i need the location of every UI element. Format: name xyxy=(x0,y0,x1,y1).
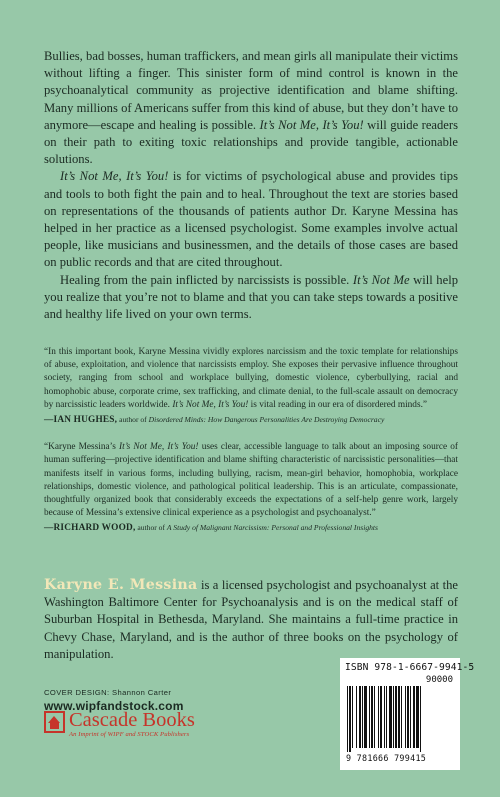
endorsement-1: “In this important book, Karyne Messina vividly explores narcissism and the toxic template for relationships of abuse, exploitation, and violence that narcissists employ. She exposes their pervasive influence throughout society, ranging from school and workplace bullying, domestic violence, cyberbullying, racial and homophobic abuse, corporate crime, sex trafficking, and climate denial, to the full-scale assault on democracy by narcissistic leaders worldwide. It’s Not Me, It’s You! is vital reading in our era of disordered minds.” —IAN HUGHES, author of Disordered Minds: How Dangerous Personalities Are Destroying Democracy xyxy=(44,346,458,427)
publisher-logo xyxy=(44,709,195,738)
endorsement-attribution: —IAN HUGHES, author of Disordered Minds: How Dangerous Personalities Are Destroying Democracy xyxy=(44,415,385,426)
isbn-barcode xyxy=(340,658,475,770)
endorsement-attribution: —RICHARD WOOD, author of A Study of Malignant Narcissism: Personal and Professional Insights xyxy=(44,523,378,534)
blurb-paragraph-2: It’s Not Me, It’s You! is for victims of psychological abuse and provides tips and tools to both fight the pain and to heal. Throughout the text are stories based on representations of the thousands of patients author Dr. Karyne Messina has helped in her practice as a licensed psychologist. Some examples involve actual people, like musicians and businessmen, and the details of those cases are based on public records and that are cited throughout. xyxy=(44,169,458,270)
barcode-bars xyxy=(346,686,454,752)
publisher-name: Cascade Books xyxy=(69,709,195,731)
isbn-number: ISBN 978-1-6667-9941-5 xyxy=(345,662,475,673)
publisher-website: www.wipfandstock.com xyxy=(44,699,184,713)
blurb-paragraph-3: Healing from the pain inflicted by narcissists is possible. It’s Not Me will help you realize that you’re not to blame and that you can take steps towards a positive and healthy life lived on your own terms. xyxy=(44,272,458,322)
reviewer-name: —IAN HUGHES, xyxy=(44,415,118,426)
blurb-paragraph-1: Bullies, bad bosses, human traffickers, and mean girls all manipulate their victims without lifting a finger. This sinister form of mind control is known in the psychoanalytical community as projective identification and blame shifting. Many millions of Americans suffer from this kind of abuse, but they don’t have to anymore—escape and healing is possible. It’s Not Me, It’s You! will guide readers on their path to exiting toxic relationships and provide tangible, actionable solutions. xyxy=(44,49,458,167)
endorsement-2: “Karyne Messina’s It’s Not Me, It’s You! uses clear, accessible language to talk about an imposing source of human suffering—projective identification and blame shifting characteristic of narcissistic personalities—that manifests itself in various forms, including bullying, racism, mean-girl behavior, homophobia, workplace relationships, domestic violence, and pathological political leadership. This is an articulate, compassionate, thoughtfully organized book that considerably exceeds the expectations of a self-help genre work, largely because of Messina’s extensive clinical experience as a psychologist and psychoanalyst.” —RICHARD WOOD, author of A Study of Malignant Narcissism: Personal and Professional Insights xyxy=(44,441,458,535)
publisher-imprint: An Imprint of WIPF and STOCK Publishers xyxy=(69,731,190,738)
author-bio: Karyne E. Messina is a licensed psychologist and psychoanalyst at the Washington Baltimore Center for Psychoanalysis and is on the medical staff of Suburban Hospital in Bethesda, Maryland. She maintains a full-time practice in Chevy Chase, Maryland, and is the author of three books on the psychology of manipulation. xyxy=(44,577,458,661)
book-title-italic: It’s Not Me, It’s You! xyxy=(259,117,364,132)
reviewer-name: —RICHARD WOOD, xyxy=(44,523,136,534)
book-title-italic: It’s Not Me, It’s You! xyxy=(60,169,169,184)
price-code: 90000 xyxy=(425,675,453,685)
book-description xyxy=(44,48,458,323)
reviewer-book-title: A Study of Malignant Narcissism: Personal and Professional Insights xyxy=(166,523,378,533)
barcode-digits: 9 781666 799415 xyxy=(346,753,427,763)
reviewer-book-title: Disordered Minds: How Dangerous Personalities Are Destroying Democracy xyxy=(148,415,385,425)
cover-design-credit: COVER DESIGN: Shannon Carter xyxy=(44,688,172,697)
cascade-house-icon xyxy=(44,711,65,733)
endorsements xyxy=(44,346,458,536)
author-name: Karyne E. Messina xyxy=(44,577,198,593)
book-title-italic: It’s Not Me xyxy=(352,272,410,287)
